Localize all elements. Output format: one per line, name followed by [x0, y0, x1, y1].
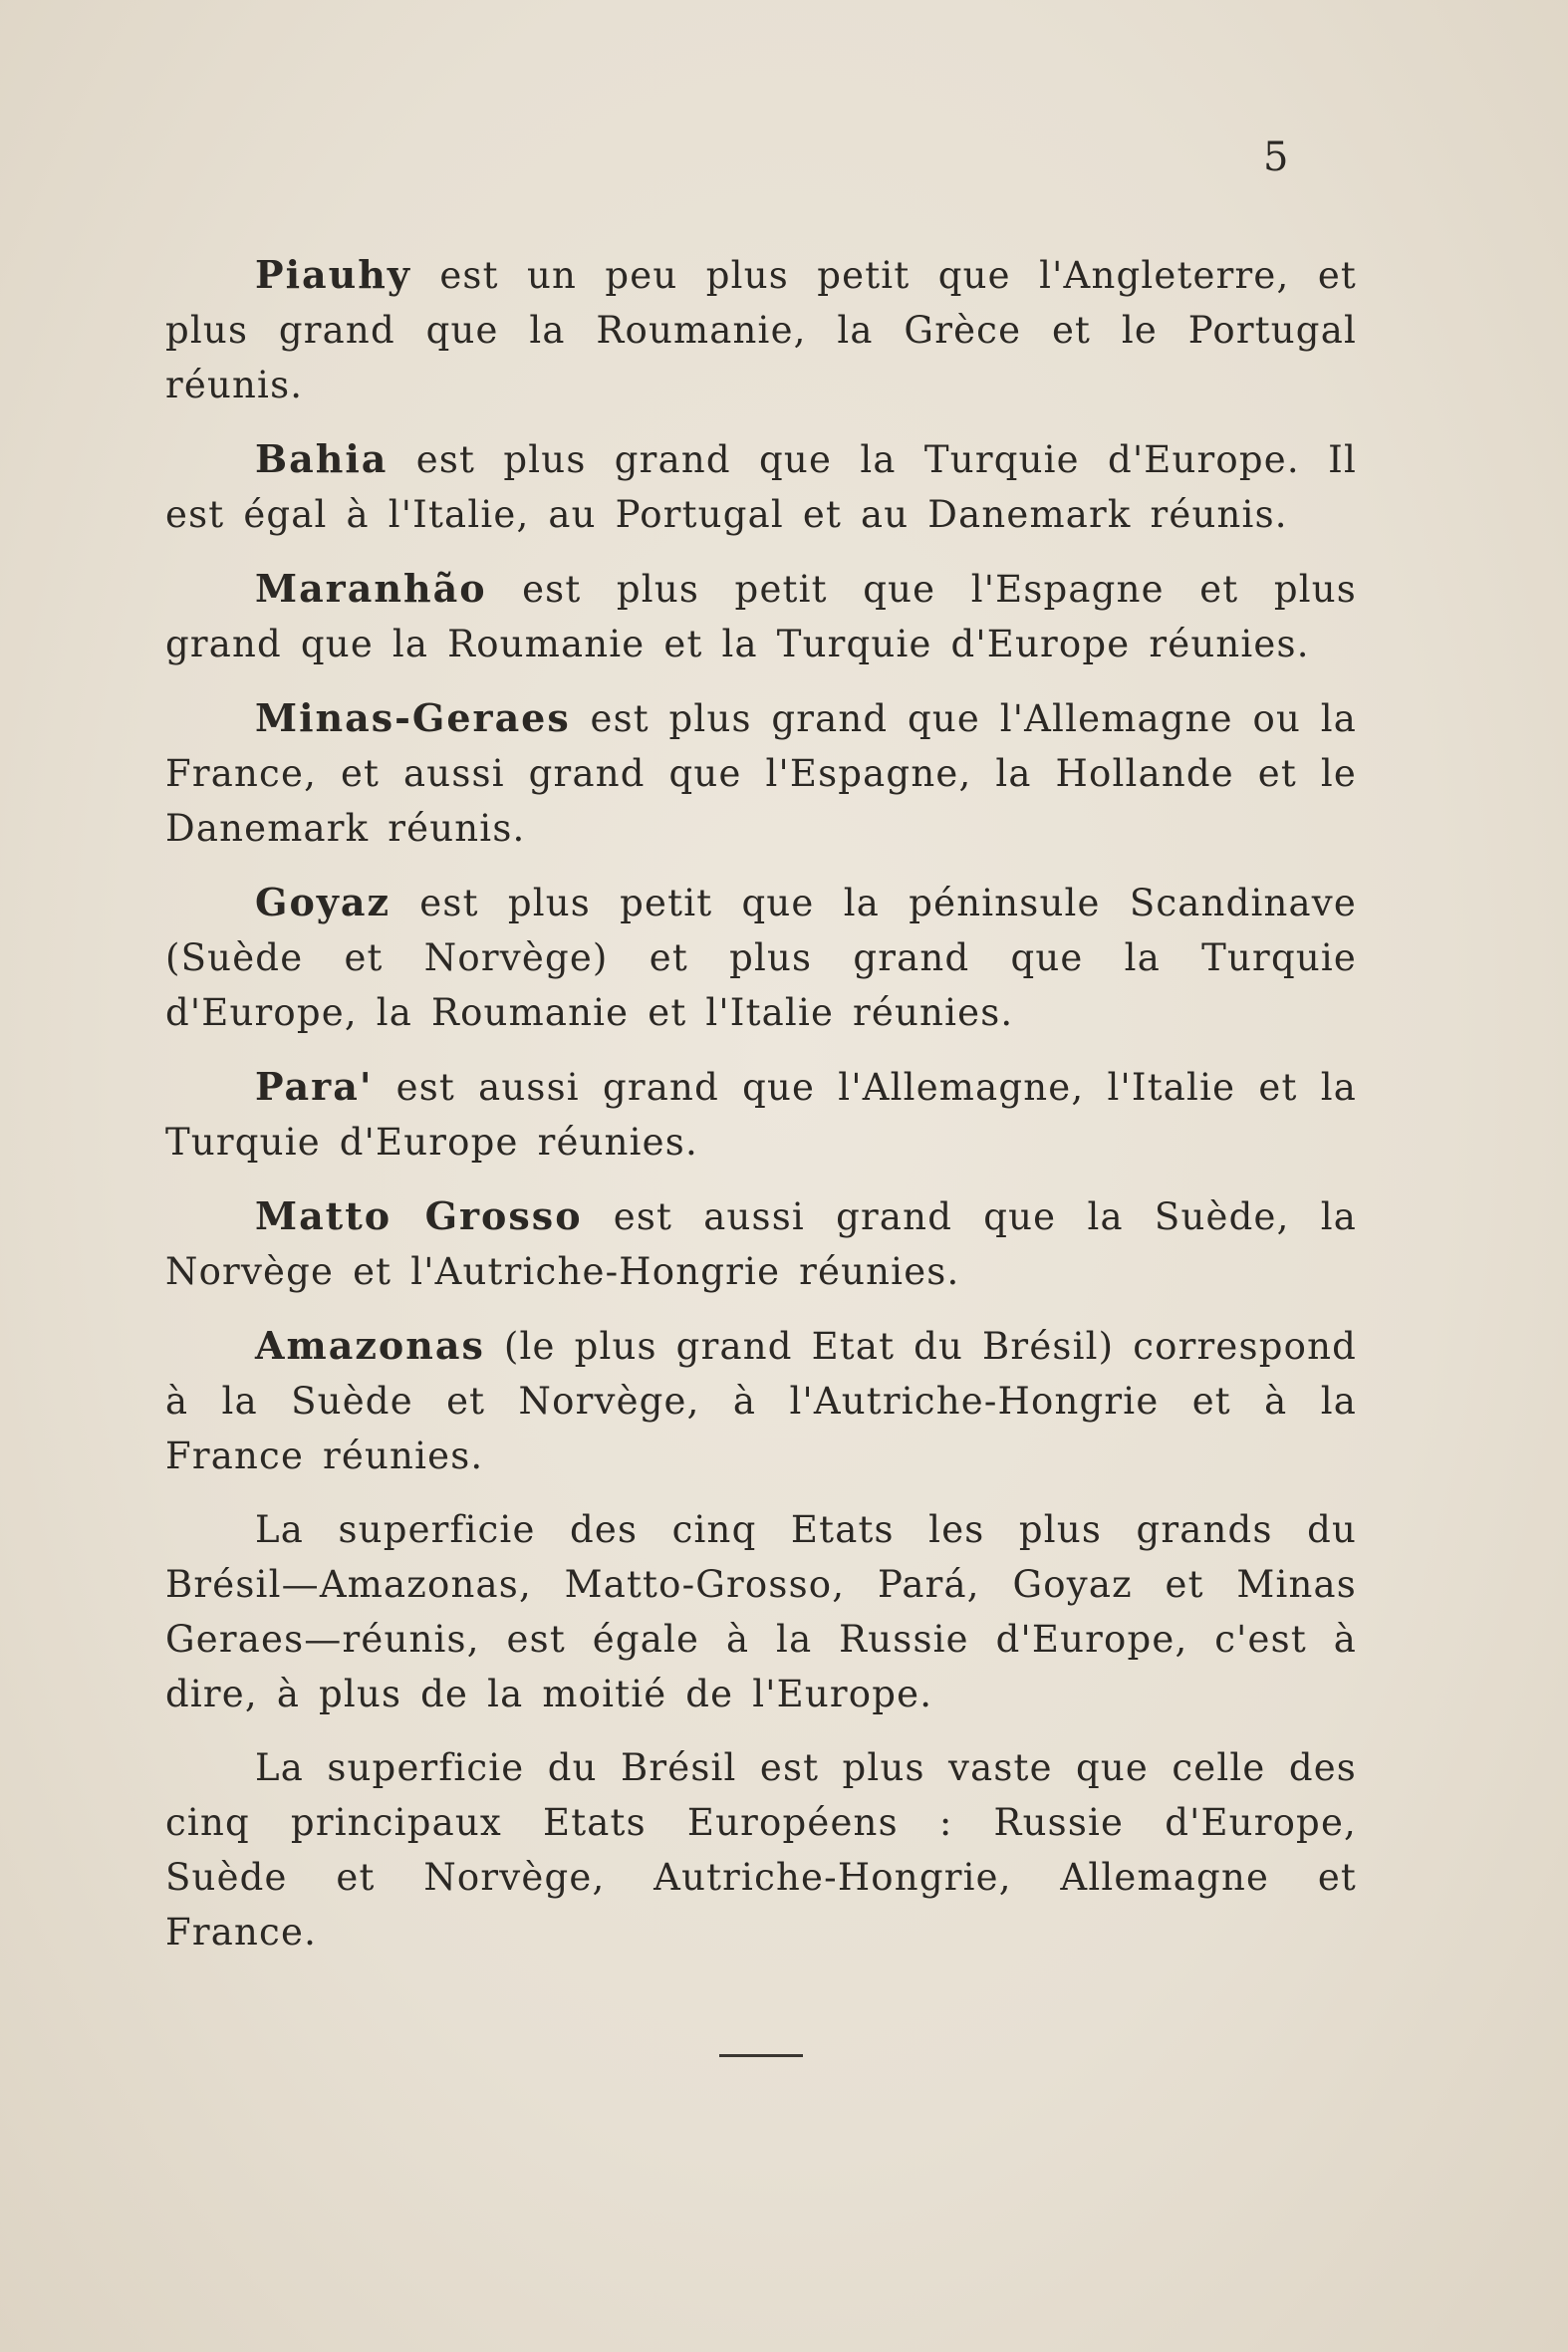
paragraph-superficie-bresil	[165, 1740, 1357, 1960]
paragraph-text: est un peu plus petit que l'Angleterre, et plus grand que la Roumanie, la Grèce et le Portugal réunis.	[165, 254, 1357, 406]
paragraph-piauhy	[165, 247, 1357, 412]
body-text	[165, 247, 1357, 1978]
section-end-rule	[719, 2054, 803, 2057]
paragraph-para	[165, 1059, 1357, 1170]
state-name: Matto Grosso	[255, 1193, 583, 1238]
paragraph-bahia	[165, 431, 1357, 542]
paragraph-text: est plus grand que la Turquie d'Europe. Il est égal à l'Italie, au Portugal et au Danemark réunis.	[165, 438, 1357, 536]
paragraph-maranhao	[165, 561, 1357, 671]
paragraph-text: (le plus grand Etat du Brésil) correspond à la Suède et Norvège, à l'Autriche-Hongrie et à la France réunies.	[165, 1325, 1357, 1477]
paragraph-matto-grosso	[165, 1188, 1357, 1299]
paragraph-text: La superficie des cinq Etats les plus grands du Brésil—Amazonas, Matto-Grosso, Pará, Goyaz et Minas Geraes—réunis, est égale à la Russie d'Europe, c'est à dire, à plus de la moitié de l'Europe.	[165, 1508, 1357, 1715]
paragraph-text: est plus petit que la péninsule Scandinave (Suède et Norvège) et plus grand que la Turquie d'Europe, la Roumanie et l'Italie réunies.	[165, 882, 1357, 1034]
page-number: 5	[1263, 134, 1289, 180]
paragraph-amazonas	[165, 1318, 1357, 1483]
paragraph-text: est plus petit que l'Espagne et plus grand que la Roumanie et la Turquie d'Europe réunies.	[165, 568, 1357, 665]
paragraph-goyaz	[165, 875, 1357, 1040]
state-name: Goyaz	[255, 880, 392, 924]
state-name: Bahia	[255, 436, 389, 481]
paragraph-minas-geraes	[165, 690, 1357, 856]
state-name: Amazonas	[255, 1323, 485, 1368]
state-name: Piauhy	[255, 252, 411, 297]
paragraph-text: est aussi grand que la Suède, la Norvège et l'Autriche-Hongrie réunies.	[165, 1195, 1358, 1293]
paragraph-text: est plus grand que l'Allemagne ou la France, et aussi grand que l'Espagne, la Hollande et le Danemark réunis.	[165, 697, 1357, 850]
state-name: Para'	[255, 1064, 374, 1109]
state-name: Minas-Geraes	[255, 695, 571, 740]
paragraph-text: est aussi grand que l'Allemagne, l'Italie et la Turquie d'Europe réunies.	[165, 1066, 1357, 1164]
state-name: Maranhão	[255, 566, 487, 611]
paragraph-text: La superficie du Brésil est plus vaste que celle des cinq principaux Etats Européens : Russie d'Europe, Suède et Norvège, Autriche-Hongrie, Allemagne et France.	[165, 1746, 1357, 1954]
paragraph-superficie-cinq-etats	[165, 1502, 1357, 1721]
